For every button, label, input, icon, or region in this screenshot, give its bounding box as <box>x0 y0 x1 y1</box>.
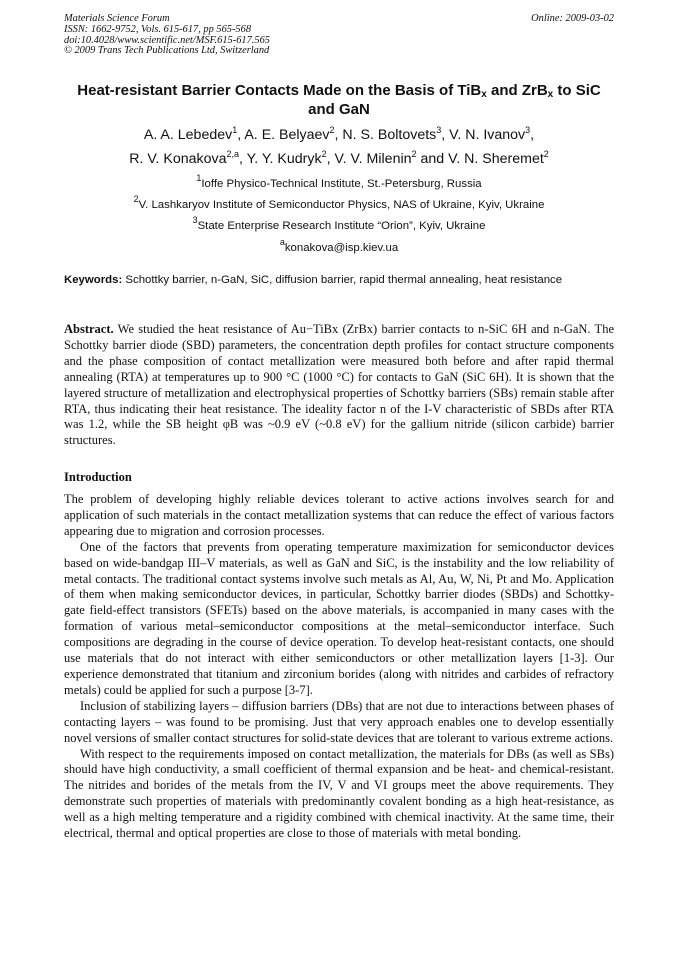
intro-paragraph: One of the factors that prevents from operating temperature maximization for semiconductor devices based on wide-bandgap III–V materials, as well as GaN and SiC, is the instability and the low reliability of metal contacts. The traditional contact systems involve such metals as Al, Au, W, Ni, Pt and Mo. Application of them when making semiconductor devices, in particular, Schottky barrier diodes (SBDs) and Schottky-gate field-effect transistors (SFETs) based on the above materials, is accompanied in many cases with the formation of various metal–semiconductor compositions at the metal–semiconductor interface. Such compositions are degrading in the course of device operation. To develop heat-resistant contacts, one should use materials that do not interact with either semiconductors or other metallization layers [1-3]. Our experience demonstrated that titanium and zirconium borides (along with nitrides and carbides of refractory metals) could be applied for such a purpose [3-7]. <box>64 539 614 697</box>
title-sub-2: x <box>547 89 554 100</box>
affiliation-mark: a <box>279 236 285 247</box>
author-list <box>64 124 614 171</box>
author-affil-mark: 2,a <box>226 148 239 159</box>
affiliation-item <box>64 216 614 237</box>
author-separator: , <box>334 127 343 143</box>
intro-paragraph: With respect to the requirements imposed on contact metallization, the materials for DBs (as well as SBs) should have high conductivity, a small coefficient of thermal expansion and be heat- and chemical-resistant. The nitrides and borides of the metals from the IV, V and VI groups meet the above requirements. They demonstrate such properties of materials with predominantly covalent bonding as a high heat-resistance, as well as a high melting temperature and a rigidity combined with chemical inactivity. At the same time, their electrical, thermal and optical properties are close to those of materials with metal bonding. <box>64 746 614 841</box>
affiliation-list <box>64 174 614 259</box>
affiliation-text: V. Lashkaryov Institute of Semiconductor Physics, NAS of Ukraine, Kyiv, Ukraine <box>138 199 545 212</box>
journal-name: Materials Science Forum <box>64 13 170 24</box>
title-part-1: Heat-resistant Barrier Contacts Made on the Basis of TiB <box>77 82 482 99</box>
author-separator: , <box>326 150 335 167</box>
affiliation-item <box>64 174 614 195</box>
author-separator: , <box>238 150 247 167</box>
author-name: N. S. Boltovets <box>342 127 437 143</box>
keywords-label: Keywords: <box>64 274 123 286</box>
section-heading-introduction: Introduction <box>64 470 132 484</box>
author-line-1 <box>64 124 614 148</box>
intro-paragraph: Inclusion of stabilizing layers – diffusion barriers (DBs) that are not due to interactions between phases of contacting layers – was found to be promising. Just that very approach enables one to develop essentially novel versions of smaller contact structures for solid-state devices that are tolerant to various extreme actions. <box>64 698 614 745</box>
affiliation-item <box>64 195 614 216</box>
title-part-2: and ZrB <box>486 82 548 99</box>
online-date: Online: 2009-03-02 <box>531 13 614 24</box>
author-separator: and <box>416 150 449 167</box>
author-separator: , <box>237 127 245 143</box>
email-address: konakova@isp.kiev.ua <box>284 241 399 254</box>
keywords-text: Schottky barrier, n-GaN, SiC, diffusion barrier, rapid thermal annealing, heat resistance <box>125 274 563 286</box>
author-affil-mark: 3 <box>436 125 442 135</box>
abstract-label: Abstract. <box>64 322 114 336</box>
title-sub-1: x <box>481 89 487 100</box>
affiliation-mark: 3 <box>192 215 198 226</box>
author-name: R. V. Konakova <box>129 150 227 167</box>
author-name: V. N. Sheremet <box>448 150 544 167</box>
affiliation-text: Ioffe Physico-Technical Institute, St.-Petersburg, Russia <box>201 178 482 190</box>
affiliation-text: State Enterprise Research Institute “Orion”, Kyiv, Ukraine <box>197 220 486 233</box>
author-separator: , <box>530 127 535 143</box>
affiliation-mark: 2 <box>133 194 139 205</box>
journal-header <box>64 14 270 57</box>
author-separator: , <box>441 127 450 143</box>
copyright-line: © 2009 Trans Tech Publications Ltd, Switzerland <box>64 45 270 57</box>
title-part-3: to SiC and GaN <box>308 82 601 118</box>
paper-title <box>64 82 614 119</box>
doi-line: doi:10.4028/www.scientific.net/MSF.615-617.565 <box>64 34 270 46</box>
author-line-2 <box>64 148 614 172</box>
keywords <box>64 274 614 288</box>
author-affil-mark: 3 <box>525 125 531 135</box>
author-name: A. E. Belyaev <box>244 127 330 143</box>
introduction-body <box>64 492 614 842</box>
author-affil-mark: 2 <box>321 148 327 159</box>
affiliation-item <box>64 238 614 259</box>
issn-line: ISSN: 1662-9752, Vols. 615-617, pp 565-568 <box>64 23 252 35</box>
abstract <box>64 322 614 449</box>
author-name: V. N. Ivanov <box>449 127 526 143</box>
author-affil-mark: 2 <box>329 125 335 135</box>
author-affil-mark: 2 <box>411 148 417 159</box>
abstract-text: We studied the heat resistance of Au−TiBx (ZrBx) barrier contacts to n-SiC 6H and n-GaN. The Schottky barrier diode (SBD) parameters, the concentration depth profiles for contact structure components and the phase composition of contact metallization were measured both before and after rapid thermal annealing (RTA) at temperatures up to 900 °C (1000 °C) for contacts to GaN (SiC 6H). It is shown that the layered structure of metallization and electrophysical properties of Schottky barriers (SBs) remain stable after RTA, thus indicating their heat resistance. The ideality factor n of the I-V characteristic of SBDs after RTA was 1.2, while the SB height φB was ~0.9 eV (~0.8 eV) for the gallium nitride (silicon carbide) barrier structures. <box>64 322 614 448</box>
author-name: Y. Y. Kudryk <box>246 150 322 167</box>
author-name: V. V. Milenin <box>334 150 412 167</box>
author-affil-mark: 1 <box>232 125 238 135</box>
author-affil-mark: 2 <box>543 148 549 159</box>
affiliation-mark: 1 <box>196 173 202 183</box>
intro-paragraph: The problem of developing highly reliable devices tolerant to active actions involves search for and application of such materials in the contact metallization systems that can reduce the effect of various factors appearing due to migration and corrosion processes. <box>64 492 614 538</box>
author-name: A. A. Lebedev <box>143 127 233 143</box>
